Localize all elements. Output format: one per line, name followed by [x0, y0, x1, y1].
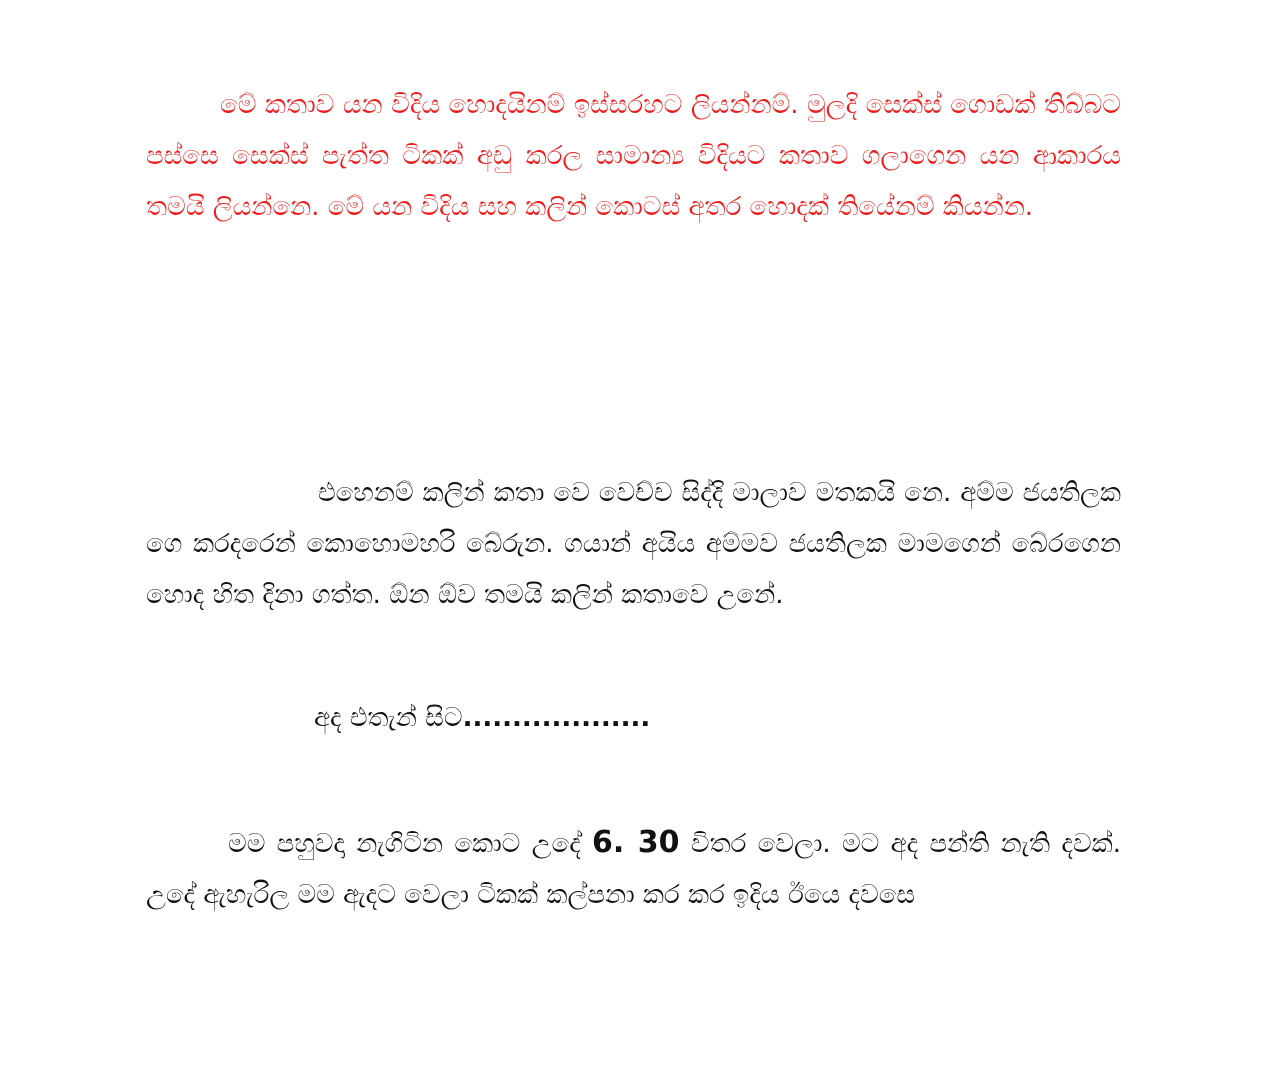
story-paragraph [146, 817, 1121, 921]
story-text-after-time: විතර වෙලා. මට අද පන්ති නැති දවක්. උදේ ඇහැරිල මම ඇදට වෙලා ටිකක් කල්පනා කර කර ඉදිය ඊයෙ දවසෙ [146, 829, 1121, 910]
from-today-text: අද එතැන් සිට [314, 703, 463, 733]
from-today-dots: ................... [462, 703, 651, 733]
story-time-value: 6. 30 [592, 825, 680, 860]
from-today-line [314, 693, 650, 744]
recap-paragraph: එහෙනම් කලින් කතා වෙ වෙච්ච සිද්දි මාලාව මතකයි නෙ. අම්ම ජයතිලක ගෙ කරදරෙන් කොහොමහරි බේරුන. ගයාන් අයිය අම්මව ජයතිලක මාමගෙන් බේරගෙන හොද හිත දිනා ගත්ත. ඕන ඕව තමයි කලින් කතාවෙ උනේ. [146, 478, 1121, 610]
intro-paragraph: මේ කතාව යන විදිය හොදයිනම් ඉස්සරහට ලියන්නම්. මුලදි සෙක්ස් ගොඩක් තිබ්බට පස්සෙ සෙක්ස් පැත්ත ටිකක් අඩු කරල සාමාන්‍ය විදියට කතාව ගලාගෙන යන ආකාරය තමයි ලියන්නෙ. මේ යන විදිය සහ කලින් කොටස් අතර හොදක් තියේනම් කියන්න. [146, 90, 1121, 222]
story-text-before-time: මම පහුවදා නැගිටින කොට උදේ [228, 829, 593, 859]
